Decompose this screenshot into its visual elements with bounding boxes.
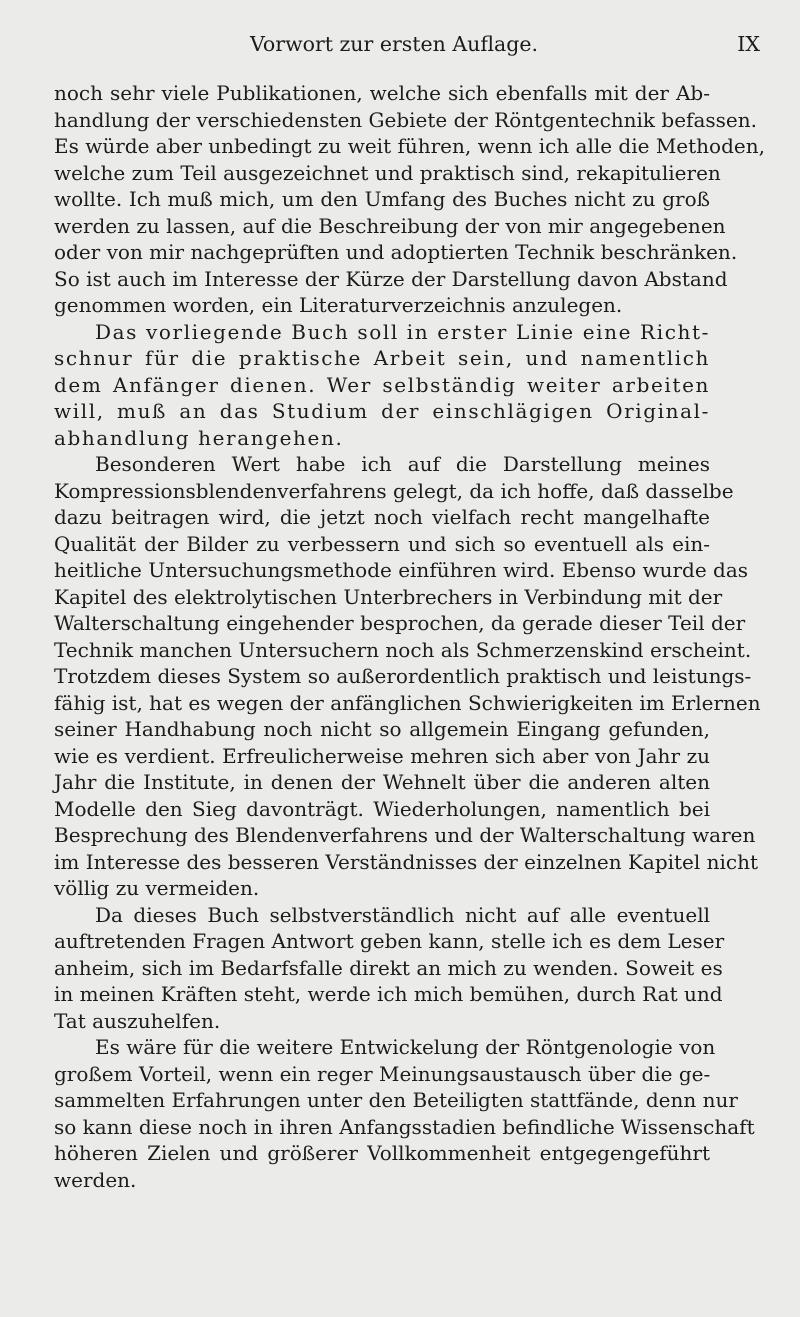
text-line: anheim, sich im Bedarfsfalle direkt an mich zu wenden. Soweit es <box>54 955 723 980</box>
text-line: Kapitel des elektrolytischen Unterbrechers in Verbindung mit der <box>54 584 723 609</box>
text-line: in meinen Kräften steht, werde ich mich bemühen, durch Rat und <box>54 982 723 1006</box>
text-line: werden. <box>54 1167 137 1192</box>
text-line: will, muß an das Studium der einschlägigen Original- <box>54 399 710 423</box>
text-line: So ist auch im Interesse der Kürze der Darstellung davon Abstand <box>54 266 728 291</box>
text-line: Es würde aber unbedingt zu weit führen, wenn ich alle die Methoden, <box>54 134 765 158</box>
text-line: handlung der verschiedensten Gebiete der Röntgentechnik befassen. <box>54 107 757 132</box>
text-line: welche zum Teil ausgezeichnet und praktisch sind, rekapitulieren <box>54 160 721 185</box>
text-line: Trotzdem dieses System so außerordentlich praktisch und leistungs- <box>54 664 752 688</box>
text-line: Modelle den Sieg davonträgt. Wiederholungen, namentlich bei <box>54 796 710 821</box>
text-line: Walterschaltung eingehender besprochen, da gerade dieser Teil der <box>54 611 746 635</box>
text-line: Es wäre für die weitere Entwickelung der Röntgenologie von <box>95 1035 716 1059</box>
text-line: werden zu lassen, auf die Beschreibung der von mir angegebenen <box>54 213 726 238</box>
text-line: genommen worden, ein Literaturverzeichnis anzulegen. <box>54 293 623 317</box>
text-line: wollte. Ich muß mich, um den Umfang des Buches nicht zu groß <box>54 187 710 211</box>
text-line: auftretenden Fragen Antwort geben kann, stelle ich es dem Leser <box>54 929 725 953</box>
text-line: heitliche Untersuchungsmethode einführen wird. Ebenso wurde das <box>54 558 749 582</box>
text-line: wie es verdient. Erfreulicherweise mehren sich aber von Jahr zu <box>54 743 710 768</box>
body-text <box>54 80 765 1193</box>
text-line: sammelten Erfahrungen unter den Beteiligten stattfände, denn nur <box>54 1088 738 1112</box>
text-line: Das vorliegende Buch soll in erster Linie eine Richt- <box>95 319 710 344</box>
text-line: großem Vorteil, wenn ein reger Meinungsaustausch über die ge- <box>54 1061 711 1086</box>
text-line: Kompressionsblendenverfahrens gelegt, da ich hoffe, daß dasselbe <box>54 478 734 503</box>
text-line: schnur für die praktische Arbeit sein, und namentlich <box>54 346 710 370</box>
text-line: Besprechung des Blendenverfahrens und der Walterschaltung waren <box>54 823 756 847</box>
text-line: im Interesse des besseren Verständnisses der einzelnen Kapitel nicht <box>54 849 759 874</box>
text-line: Jahr die Institute, in denen der Wehnelt über die anderen alten <box>54 770 710 794</box>
text-line: Tat auszuhelfen. <box>54 1008 221 1033</box>
text-line: seiner Handhabung noch nicht so allgemein Eingang gefunden, <box>54 717 710 741</box>
text-line: fähig ist, hat es wegen der anfänglichen Schwierigkeiten im Erlernen <box>54 690 761 715</box>
text-line: höheren Zielen und größerer Vollkommenheit entgegengeführt <box>54 1141 710 1165</box>
page-header <box>60 29 760 59</box>
text-line: Technik manchen Untersuchern noch als Schmerzenskind erscheint. <box>54 637 752 662</box>
page-number: IX <box>737 32 760 56</box>
text-line: noch sehr viele Publikationen, welche sich ebenfalls mit der Ab- <box>54 81 710 105</box>
text-line: abhandlung herangehen. <box>54 425 344 450</box>
text-line: so kann diese noch in ihren Anfangsstadien befindliche Wissenschaft <box>54 1114 755 1139</box>
running-title: Vorwort zur ersten Auflage. <box>250 32 539 56</box>
text-line: dem Anfänger dienen. Wer selbständig weiter arbeiten <box>54 372 710 397</box>
text-line: Da dieses Buch selbstverständlich nicht auf alle eventuell <box>95 902 710 927</box>
text-line: oder von mir nachgeprüften und adoptierten Technik beschränken. <box>54 240 738 264</box>
text-line: völlig zu vermeiden. <box>54 876 260 900</box>
text-line: Besonderen Wert habe ich auf die Darstellung meines <box>95 452 710 476</box>
text-line: Qualität der Bilder zu verbessern und sich so eventuell als ein- <box>54 531 710 556</box>
text-line: dazu beitragen wird, die jetzt noch vielfach recht mangelhafte <box>54 505 710 529</box>
